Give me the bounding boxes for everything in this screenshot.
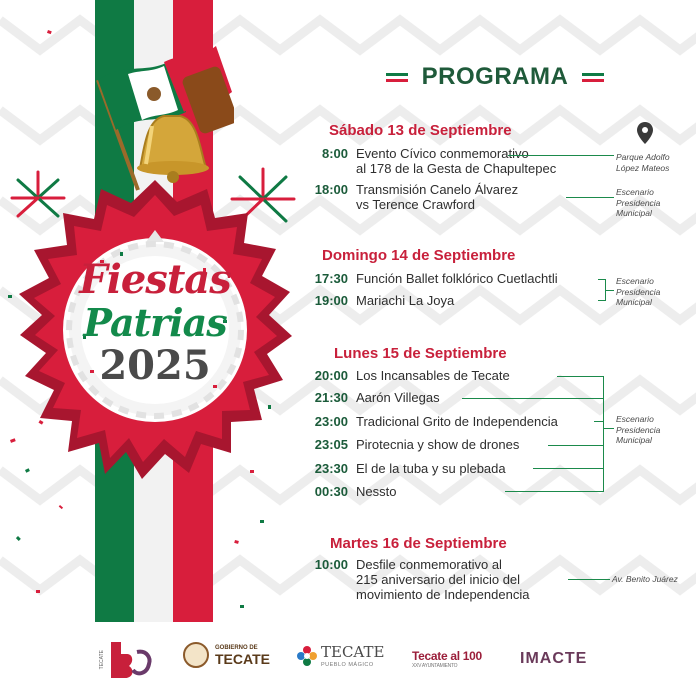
event-row xyxy=(300,437,519,452)
venue-line: Municipal xyxy=(616,297,652,307)
bc-logo xyxy=(99,640,153,680)
title-line1: Fiestas xyxy=(79,256,231,303)
program-title: PROGRAMA xyxy=(421,63,569,90)
event-time: 00:30 xyxy=(314,484,348,499)
event-desc: El de la tuba y su plebada xyxy=(356,461,506,476)
connector-line xyxy=(606,290,614,291)
venue-line: Parque Adolfo xyxy=(616,152,670,162)
venue-label xyxy=(612,574,678,585)
title-year: 2025 xyxy=(99,342,211,389)
venue-label xyxy=(616,276,660,308)
connector-vertical xyxy=(603,376,604,492)
event-desc: Pirotecnia y show de drones xyxy=(356,437,520,452)
venue-line: Escenario xyxy=(616,414,654,424)
event-desc: Tradicional Grito de Independencia xyxy=(356,414,558,429)
event-desc: Función Ballet folklórico Cuetlachtli xyxy=(356,271,558,286)
event-desc: Mariachi La Joya xyxy=(356,293,455,308)
event-desc: Desfile conmemorativo al xyxy=(356,557,502,572)
event-time: 8:00 xyxy=(321,146,348,161)
day-heading-monday: Lunes 15 de Septiembre xyxy=(334,345,507,362)
event-row xyxy=(300,146,556,176)
event-row xyxy=(300,414,558,429)
event-row xyxy=(300,368,510,383)
venue-line: Escenario xyxy=(616,187,654,197)
event-desc: vs Terence Crawford xyxy=(356,197,475,212)
event-time: 17:30 xyxy=(314,271,348,286)
tecate-pueblo-magico-logo xyxy=(297,644,384,668)
connector-line xyxy=(568,579,610,580)
event-time: 23:30 xyxy=(314,461,348,476)
day-heading-saturday: Sábado 13 de Septiembre xyxy=(329,122,512,139)
event-time: 23:00 xyxy=(314,414,348,429)
event-time: 21:30 xyxy=(314,390,348,405)
tecate-al-100-logo xyxy=(412,649,482,669)
venue-line: Presidencia xyxy=(616,286,661,297)
connector-line xyxy=(566,197,614,198)
event-desc: Evento Cívico conmemorativo xyxy=(356,146,529,161)
tecate-logo-sub: PUEBLO MÁGICO xyxy=(321,662,374,668)
flag-and-bell-icon xyxy=(94,40,234,240)
event-desc: Transmisión Canelo Álvarez xyxy=(356,182,519,197)
flower-icon xyxy=(297,646,317,666)
event-time: 20:00 xyxy=(314,368,348,383)
imacte-logo: IMACTE xyxy=(520,650,588,667)
day-heading-tuesday: Martes 16 de Septiembre xyxy=(330,535,507,552)
event-time: 19:00 xyxy=(314,293,348,308)
connector-line xyxy=(604,428,614,429)
event-time: 18:00 xyxy=(314,182,348,197)
event-desc: Aarón Villegas xyxy=(356,390,440,405)
venue-label xyxy=(616,152,670,173)
al100-logo-main: Tecate al 100 xyxy=(412,649,482,663)
connector-line xyxy=(462,398,604,399)
tecate-logo-main: TECATE xyxy=(321,643,385,661)
venue-line: López Mateos xyxy=(616,162,670,173)
venue-line: Av. Benito Juárez xyxy=(612,574,678,584)
gob-logo-main: TECATE xyxy=(215,650,270,667)
connector-line xyxy=(548,445,604,446)
gobierno-tecate-logo xyxy=(183,642,270,668)
fiestas-patrias-title xyxy=(60,258,250,388)
gob-logo-top: GOBIERNO DE xyxy=(215,644,258,651)
event-row xyxy=(300,484,396,499)
header-left-bars xyxy=(386,73,408,82)
venue-line: Municipal xyxy=(616,208,652,218)
header-right-bars xyxy=(582,73,604,82)
day-heading-sunday: Domingo 14 de Septiembre xyxy=(322,247,516,264)
connector-bracket xyxy=(598,279,606,301)
program-header xyxy=(365,62,625,92)
al100-logo-sub: XXV AYUNTAMIENTO xyxy=(412,663,458,669)
event-time: 23:05 xyxy=(314,437,348,452)
venue-line: Presidencia xyxy=(616,197,661,208)
connector-line xyxy=(508,155,614,156)
event-row xyxy=(300,182,518,212)
venue-line: Presidencia xyxy=(616,424,661,435)
venue-label xyxy=(616,187,660,219)
title-line2: Patrias xyxy=(83,300,227,345)
bc-logo-text: TECATE xyxy=(99,650,105,670)
event-row xyxy=(300,390,440,405)
event-desc: movimiento de Independencia xyxy=(356,587,530,602)
venue-line: Escenario xyxy=(616,276,654,286)
tecate-seal-icon xyxy=(183,642,209,668)
event-desc: 215 aniversario del inicio del xyxy=(356,572,521,587)
event-row xyxy=(300,557,529,602)
event-desc: al 178 de la Gesta de Chapultepec xyxy=(356,161,557,176)
event-desc: Los Incansables de Tecate xyxy=(356,368,510,383)
venue-line: Municipal xyxy=(616,435,652,445)
event-row xyxy=(300,271,558,286)
event-time: 10:00 xyxy=(314,557,348,572)
event-desc: Nessto xyxy=(356,484,397,499)
connector-line xyxy=(557,376,604,377)
location-pin-icon xyxy=(636,121,654,145)
bc-mark-icon xyxy=(107,640,153,680)
connector-line xyxy=(505,491,604,492)
connector-line xyxy=(533,468,604,469)
event-row xyxy=(300,293,454,308)
event-row xyxy=(300,461,506,476)
venue-label xyxy=(616,414,660,446)
